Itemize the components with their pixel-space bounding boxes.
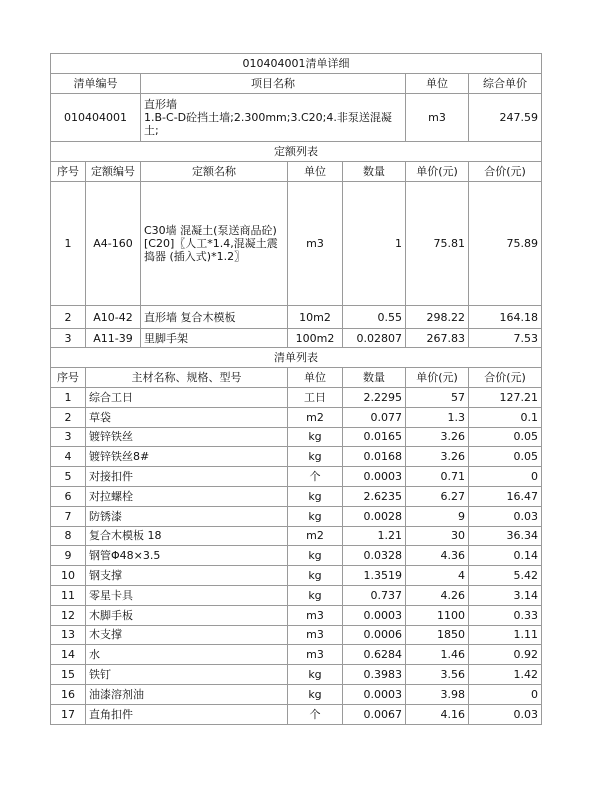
material-total: 3.14: [469, 585, 542, 605]
material-price: 4.26: [406, 585, 469, 605]
material-price: 4: [406, 566, 469, 586]
material-name: 铁钉: [86, 665, 288, 685]
material-total: 1.11: [469, 625, 542, 645]
material-qty: 0.0067: [343, 704, 406, 724]
bill-detail-sheet: [50, 53, 541, 725]
material-list: [51, 388, 542, 725]
material-no: 6: [51, 486, 86, 506]
quota-total: 75.89: [469, 182, 542, 306]
material-name: 油漆溶剂油: [86, 684, 288, 704]
material-row: [51, 585, 542, 605]
item-header-code: 清单编号: [51, 74, 141, 94]
material-section-row: [51, 348, 542, 368]
material-total: 5.42: [469, 566, 542, 586]
quota-name: C30墙 混凝土(泵送商品砼)[C20]〖人工*1.4,混凝土震捣器 (插入式)*1.2〗: [141, 182, 288, 306]
material-total: 1.42: [469, 665, 542, 685]
material-no: 5: [51, 467, 86, 487]
material-no: 12: [51, 605, 86, 625]
quota-unit: 10m2: [288, 306, 343, 329]
material-unit: m3: [288, 645, 343, 665]
quota-qty: 1: [343, 182, 406, 306]
quota-header-no: 序号: [51, 162, 86, 182]
quota-header-total: 合价(元): [469, 162, 542, 182]
material-name: 木支撑: [86, 625, 288, 645]
material-name: 直角扣件: [86, 704, 288, 724]
material-qty: 0.0328: [343, 546, 406, 566]
material-price: 1.46: [406, 645, 469, 665]
quota-qty: 0.02807: [343, 329, 406, 348]
item-header-row: [51, 74, 542, 94]
material-qty: 0.6284: [343, 645, 406, 665]
material-price: 3.56: [406, 665, 469, 685]
material-name: 镀锌铁丝: [86, 427, 288, 447]
material-no: 7: [51, 506, 86, 526]
quota-header-qty: 数量: [343, 162, 406, 182]
material-header-price: 单价(元): [406, 368, 469, 388]
material-row: [51, 665, 542, 685]
item-name: 直形墙 1.B-C-D砼挡土墙;2.300mm;3.C20;4.非泵送混凝土;: [141, 94, 406, 142]
material-row: [51, 605, 542, 625]
quota-row: [51, 306, 542, 329]
material-row: [51, 407, 542, 427]
material-no: 4: [51, 447, 86, 467]
material-total: 36.34: [469, 526, 542, 546]
material-row: [51, 566, 542, 586]
quota-price: 298.22: [406, 306, 469, 329]
quota-name: 直形墙 复合木模板: [141, 306, 288, 329]
quota-total: 164.18: [469, 306, 542, 329]
material-total: 0.03: [469, 506, 542, 526]
material-total: 0.05: [469, 427, 542, 447]
item-unit: m3: [406, 94, 469, 142]
material-name: 草袋: [86, 407, 288, 427]
material-unit: kg: [288, 506, 343, 526]
material-qty: 0.0003: [343, 684, 406, 704]
material-qty: 2.6235: [343, 486, 406, 506]
material-no: 13: [51, 625, 86, 645]
item-price: 247.59: [469, 94, 542, 142]
material-unit: 个: [288, 704, 343, 724]
bill-detail-table: [50, 53, 542, 725]
material-unit: kg: [288, 427, 343, 447]
quota-no: 2: [51, 306, 86, 329]
quota-no: 3: [51, 329, 86, 348]
material-qty: 0.077: [343, 407, 406, 427]
quota-unit: 100m2: [288, 329, 343, 348]
material-qty: 0.0003: [343, 605, 406, 625]
item-header-price: 综合单价: [469, 74, 542, 94]
material-unit: kg: [288, 447, 343, 467]
material-price: 6.27: [406, 486, 469, 506]
quota-unit: m3: [288, 182, 343, 306]
material-price: 1850: [406, 625, 469, 645]
material-header-row: [51, 368, 542, 388]
material-row: [51, 388, 542, 408]
material-unit: 个: [288, 467, 343, 487]
material-total: 16.47: [469, 486, 542, 506]
material-unit: m2: [288, 407, 343, 427]
quota-no: 1: [51, 182, 86, 306]
material-row: [51, 427, 542, 447]
material-no: 15: [51, 665, 86, 685]
material-total: 0.14: [469, 546, 542, 566]
material-unit: m3: [288, 625, 343, 645]
material-name: 木脚手板: [86, 605, 288, 625]
material-name: 钢支撑: [86, 566, 288, 586]
material-price: 0.71: [406, 467, 469, 487]
material-qty: 1.3519: [343, 566, 406, 586]
material-qty: 0.0028: [343, 506, 406, 526]
material-row: [51, 467, 542, 487]
material-price: 4.36: [406, 546, 469, 566]
material-total: 127.21: [469, 388, 542, 408]
quota-list: [51, 182, 542, 348]
quota-name: 里脚手架: [141, 329, 288, 348]
material-head-body: [51, 348, 542, 388]
material-no: 16: [51, 684, 86, 704]
material-header-no: 序号: [51, 368, 86, 388]
material-row: [51, 506, 542, 526]
material-name: 水: [86, 645, 288, 665]
material-row: [51, 684, 542, 704]
item-header-unit: 单位: [406, 74, 469, 94]
bill-head-body: [51, 54, 542, 182]
material-total: 0.05: [469, 447, 542, 467]
quota-header-price: 单价(元): [406, 162, 469, 182]
material-unit: 工日: [288, 388, 343, 408]
material-price: 9: [406, 506, 469, 526]
material-row: [51, 625, 542, 645]
material-header-name: 主材名称、规格、型号: [86, 368, 288, 388]
material-no: 11: [51, 585, 86, 605]
material-row: [51, 486, 542, 506]
material-price: 1.3: [406, 407, 469, 427]
quota-qty: 0.55: [343, 306, 406, 329]
material-row: [51, 447, 542, 467]
material-price: 3.26: [406, 447, 469, 467]
material-total: 0.33: [469, 605, 542, 625]
material-unit: kg: [288, 684, 343, 704]
material-name: 零星卡具: [86, 585, 288, 605]
quota-price: 75.81: [406, 182, 469, 306]
material-no: 9: [51, 546, 86, 566]
material-unit: kg: [288, 486, 343, 506]
quota-section-title: 定额列表: [51, 142, 542, 162]
quota-header-code: 定额编号: [86, 162, 141, 182]
material-no: 2: [51, 407, 86, 427]
material-price: 30: [406, 526, 469, 546]
material-name: 综合工日: [86, 388, 288, 408]
quota-total: 7.53: [469, 329, 542, 348]
quota-code: A11-39: [86, 329, 141, 348]
material-unit: kg: [288, 546, 343, 566]
material-qty: 0.0165: [343, 427, 406, 447]
material-unit: kg: [288, 566, 343, 586]
material-no: 10: [51, 566, 86, 586]
material-unit: kg: [288, 585, 343, 605]
quota-row: [51, 329, 542, 348]
material-unit: kg: [288, 665, 343, 685]
material-qty: 0.3983: [343, 665, 406, 685]
material-row: [51, 546, 542, 566]
material-no: 3: [51, 427, 86, 447]
material-name: 镀锌铁丝8#: [86, 447, 288, 467]
material-header-unit: 单位: [288, 368, 343, 388]
quota-header-unit: 单位: [288, 162, 343, 182]
material-header-total: 合价(元): [469, 368, 542, 388]
material-price: 57: [406, 388, 469, 408]
title-row: [51, 54, 542, 74]
quota-section-row: [51, 142, 542, 162]
material-no: 17: [51, 704, 86, 724]
material-name: 复合木模板 18: [86, 526, 288, 546]
material-no: 8: [51, 526, 86, 546]
material-name: 对拉螺栓: [86, 486, 288, 506]
material-price: 3.26: [406, 427, 469, 447]
material-row: [51, 645, 542, 665]
material-row: [51, 526, 542, 546]
material-qty: 2.2295: [343, 388, 406, 408]
page-title: 010404001清单详细: [51, 54, 542, 74]
material-name: 对接扣件: [86, 467, 288, 487]
material-price: 3.98: [406, 684, 469, 704]
material-section-title: 清单列表: [51, 348, 542, 368]
quota-header-name: 定额名称: [141, 162, 288, 182]
material-total: 0.1: [469, 407, 542, 427]
item-header-name: 项目名称: [141, 74, 406, 94]
material-total: 0.92: [469, 645, 542, 665]
material-qty: 0.0003: [343, 467, 406, 487]
material-name: 钢管Φ48×3.5: [86, 546, 288, 566]
material-header-qty: 数量: [343, 368, 406, 388]
item-code: 010404001: [51, 94, 141, 142]
material-unit: m2: [288, 526, 343, 546]
material-no: 1: [51, 388, 86, 408]
material-no: 14: [51, 645, 86, 665]
material-qty: 0.0168: [343, 447, 406, 467]
quota-price: 267.83: [406, 329, 469, 348]
quota-code: A4-160: [86, 182, 141, 306]
material-total: 0: [469, 684, 542, 704]
material-name: 防锈漆: [86, 506, 288, 526]
material-total: 0.03: [469, 704, 542, 724]
material-price: 4.16: [406, 704, 469, 724]
material-qty: 0.0006: [343, 625, 406, 645]
quota-row: [51, 182, 542, 306]
material-qty: 1.21: [343, 526, 406, 546]
quota-code: A10-42: [86, 306, 141, 329]
material-total: 0: [469, 467, 542, 487]
item-row: [51, 94, 542, 142]
quota-header-row: [51, 162, 542, 182]
material-qty: 0.737: [343, 585, 406, 605]
material-unit: m3: [288, 605, 343, 625]
material-row: [51, 704, 542, 724]
material-price: 1100: [406, 605, 469, 625]
